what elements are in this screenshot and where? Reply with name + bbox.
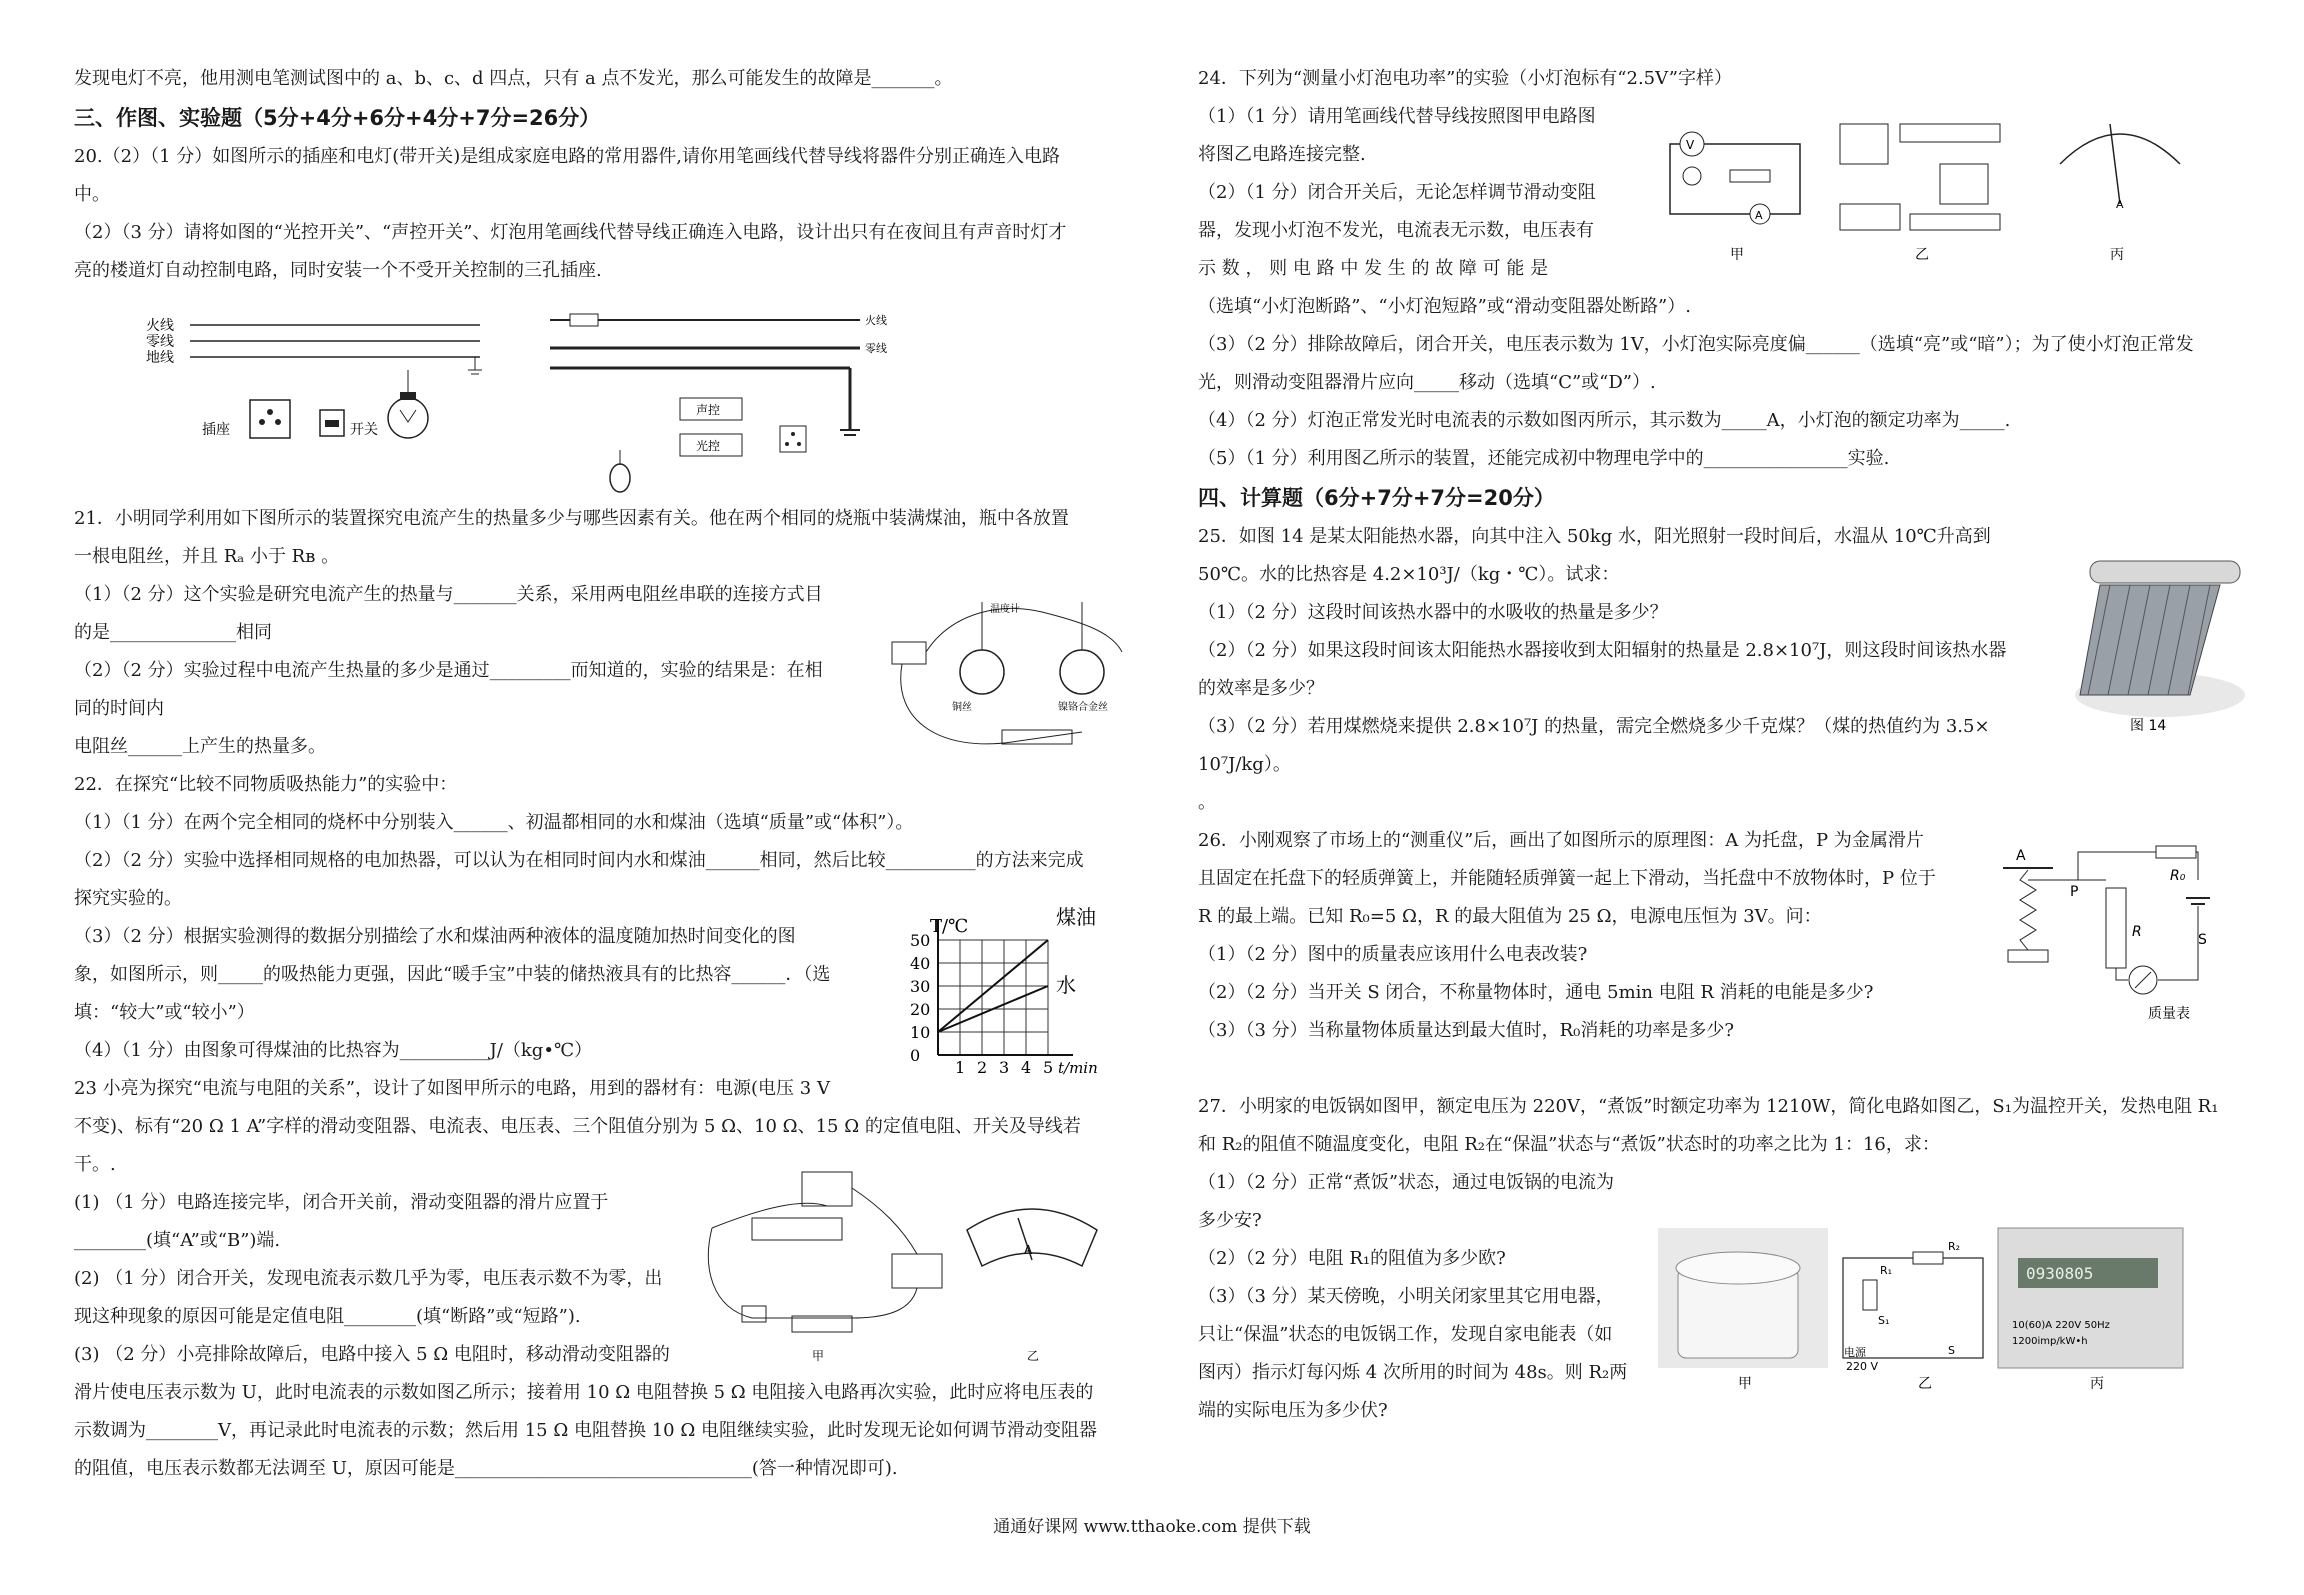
label-dixian: 地线 <box>146 350 174 366</box>
q26-part3: （3）（3 分）当称量物体质量达到最大值时，R₀消耗的功率是多少? <box>1198 1020 1735 1041</box>
q24-intro: 24．下列为“测量小灯泡电功率”的实验（小灯泡标有“2.5V”字样） <box>1198 68 1732 89</box>
q27-intro-cont: 和 R₂的阻值不随温度变化，电阻 R₂在“保温”状态与“煮饭”状态时的功率之比为 1：16，求： <box>1198 1134 1940 1155</box>
q24-part3-cont: 光，则滑动变阻器滑片应向_____移动（选填“C”或“D”）. <box>1198 372 1656 393</box>
q24-svg <box>1640 104 2240 304</box>
x-tick-label: 2 <box>977 1058 988 1077</box>
x-tick-label: 5 <box>1043 1058 1054 1077</box>
label-guangkong: 光控 <box>696 439 721 453</box>
q23-part2-cont: 现这种现象的原因可能是定值电阻________(填“断路”或“短路”). <box>74 1306 581 1327</box>
label-jia: 甲 <box>1738 1376 1752 1392</box>
water-tank-icon <box>2090 561 2240 583</box>
label-mass-meter: 质量表 <box>2148 1006 2190 1022</box>
q25-intro: 25．如图 14 是某太阳能热水器，向其中注入 50kg 水，阳光照射一段时间后，水温从 10℃升高到 <box>1198 526 1991 547</box>
label-copper: 铜丝 <box>952 702 972 713</box>
section-4-heading: 四、计算题（6分+7分+7分=20分） <box>1198 486 1555 510</box>
energy-meter-icon <box>1998 1228 2183 1368</box>
q27-part3-cont: 只让“保温”状态的电饭锅工作，发现自家电能表（如 <box>1198 1324 1613 1345</box>
resistor-r0-icon <box>2156 846 2196 858</box>
q27-part3-cont2: 图丙）指示灯每闪烁 4 次所用的时间为 48s。则 R₂两 <box>1198 1362 1628 1383</box>
label-huoxian: 火线 <box>146 318 174 334</box>
y-tick-label: 40 <box>910 954 931 973</box>
q25-part2-cont: 的效率是多少？ <box>1198 678 1324 699</box>
label-s: S <box>2198 932 2207 948</box>
fuse-icon <box>570 314 598 326</box>
q22-part2: （2）（2 分）实验中选择相同规格的电加热器，可以认为在相同时间内水和煤油______相同，然后比较__________的方法来完成 <box>74 850 1084 871</box>
q23-intro: 23 小亮为探究“电流与电阻的关系”，设计了如图甲所示的电路，用到的器材有：电源(电压 3 V <box>74 1078 830 1099</box>
q24-part2: （2）（1 分）闭合开关后，无论怎样调节滑动变阻 <box>1198 182 1596 203</box>
q21-part2: （2）（2 分）实验过程中电流产生热量的多少是通过_________而知道的，实验的结果是：在相 <box>74 660 823 681</box>
q25-part2: （2）（2 分）如果这段时间该太阳能热水器接收到太阳辐射的热量是 2.8×10⁷J，则这段时间该热水器 <box>1198 640 2007 661</box>
label-nichrome: 镍铬合金丝 <box>1058 702 1108 713</box>
label-a: A <box>2016 848 2026 864</box>
dial-unit: A <box>1024 1243 1033 1257</box>
q20-circuit-svg <box>140 300 887 500</box>
q21-part2-end: 电阻丝______上产生的热量多。 <box>74 736 326 757</box>
svg-text:A: A <box>2116 198 2124 211</box>
q19-tail: 发现电灯不亮，他用测电笔测试图中的 a、b、c、d 四点，只有 a 点不发光，那么可能发生的故障是_______。 <box>74 68 953 89</box>
q21-intro: 21．小明同学利用如下图所示的装置探究电流产生的热量多少与哪些因素有关。他在两个相同的烧瓶中装满煤油，瓶中各放置 <box>74 508 1069 529</box>
svg-text:V: V <box>1686 138 1695 152</box>
label-yi: 乙 <box>1915 247 1929 263</box>
label-lingxian2: 零线 <box>865 342 887 355</box>
q23-part1-cont: ________(填“A”或“B”)端. <box>74 1230 281 1251</box>
q23-figure <box>702 1168 1132 1372</box>
switch-icon <box>742 1306 766 1322</box>
q22-intro: 22．在探究“比较不同物质吸热能力”的实验中： <box>74 774 458 795</box>
q25-part1: （1）（2 分）这段时间该热水器中的水吸收的热量是多少？ <box>1198 602 1668 623</box>
label-kaiguan: 开关 <box>350 422 378 438</box>
q27-figure <box>1658 1228 2188 1402</box>
q22-part4: （4）（1 分）由图象可得煤油的比热容为__________J/（kg•℃） <box>74 1040 593 1061</box>
meter-imp: 1200imp/kW•h <box>2012 1336 2088 1347</box>
r2-icon <box>1913 1252 1943 1264</box>
x-tick-label: 1 <box>955 1058 966 1077</box>
battery-icon <box>892 642 926 664</box>
q23-part3-cont: 滑片使电压表示数为 U，此时电流表的示数如图乙所示；接着用 10 Ω 电阻替换 5 Ω 电阻接入电路再次实验，此时应将电压表的 <box>74 1382 1094 1403</box>
label-lingxian: 零线 <box>146 334 174 350</box>
q22-part3: （3）（2 分）根据实验测得的数据分别描绘了水和煤油两种液体的温度随加热时间变化的图 <box>74 926 796 947</box>
q27-part3-end: 端的实际电压为多少伏? <box>1198 1400 1388 1421</box>
q22-part3-end: 填：“较大”或“较小”） <box>74 1002 255 1023</box>
q22-part2-cont: 探究实验的。 <box>74 888 182 909</box>
q21-part1: （1）（2 分）这个实验是研究电流产生的热量与_______关系，采用两电阻丝串联的连接方式目 <box>74 584 823 605</box>
q24-part2-cont2: 示 数 ， 则 电 路 中 发 生 的 故 障 可 能 是 <box>1198 258 1549 279</box>
q23-part3-cont2: 示数调为________V，再记录此时电流表的示数；然后用 15 Ω 电阻替换 10 Ω 电阻继续实验，此时发现无论如何调节滑动变阻器 <box>74 1420 1097 1441</box>
flask-b-icon <box>1060 650 1104 694</box>
q20-circuit-figure <box>140 300 887 504</box>
flask-a-icon <box>960 650 1004 694</box>
label-jia: 甲 <box>1730 247 1744 263</box>
q26-figure <box>1998 840 2238 1034</box>
q23-part2: (2) （1 分）闭合开关，发现电流表示数几乎为零，电压表示数不为零，出 <box>74 1268 663 1289</box>
label-huoxian2: 火线 <box>865 314 887 327</box>
q26-part2: （2）（2 分）当开关 S 闭合，不称量物体时，通电 5min 电阻 R 消耗的电能是多少? <box>1198 982 1874 1003</box>
q21-apparatus-svg <box>882 582 1132 762</box>
q24-figure <box>1640 104 2240 308</box>
q25-part3: （3）（2 分）若用煤燃烧来提供 2.8×10⁷J 的热量，需完全燃烧多少千克煤？（煤的热值约为 3.5× <box>1198 716 1990 737</box>
label-src: 电源 <box>1844 1346 1866 1359</box>
label-shengkong: 声控 <box>696 403 721 417</box>
label-chazuo: 插座 <box>202 422 230 438</box>
q22-part1: （1）（1 分）在两个完全相同的烧杯中分别装入______、初温都相同的水和煤油（选填“质量”或“体积”）。 <box>74 812 914 833</box>
x-axis-label: t/min <box>1058 1059 1098 1077</box>
q27-part1-cont: 多少安? <box>1198 1210 1262 1231</box>
q22-part3-cont: 象，如图所示，则_____的吸热能力更强，因此“暖手宝”中装的储热液具有的比热容______．（选 <box>74 964 831 985</box>
y-tick-label: 0 <box>910 1046 921 1065</box>
rheostat-symbol <box>1730 170 1770 182</box>
q22-chart <box>888 905 1128 1089</box>
y-tick-label: 50 <box>910 931 931 950</box>
voltmeter-icon <box>802 1172 852 1206</box>
label-yi: 乙 <box>1918 1376 1932 1392</box>
y-tick-label: 30 <box>910 977 931 996</box>
q23-intro-cont: 不变)、标有“20 Ω 1 A”字样的滑动变阻器、电流表、电压表、三个阻值分别为 5 Ω、10 Ω、15 Ω 的定值电阻、开关及导线若 <box>74 1116 1081 1137</box>
q25-figure <box>2070 545 2250 749</box>
q26-intro-cont: 且固定在托盘下的轻质弹簧上，并能随轻质弹簧一起上下滑动，当托盘中不放物体时，P 位于 <box>1198 868 1936 889</box>
q27-part2: （2）（2 分）电阻 R₁的阻值为多少欧? <box>1198 1248 1506 1269</box>
q27-intro: 27．小明家的电饭锅如图甲，额定电压为 220V，“煮饭”时额定功率为 1210W，简化电路如图乙，S₁为温控开关，发热电阻 R₁ <box>1198 1096 2219 1117</box>
series-label: 煤油 <box>1056 905 1096 929</box>
label-jia: 甲 <box>812 1349 825 1363</box>
y-tick-label: 20 <box>910 1000 931 1019</box>
label-r1: R₁ <box>1880 1264 1893 1277</box>
rheostat-icon <box>752 1218 842 1240</box>
page-footer: 通通好课网 www.tthaoke.com 提供下载 <box>993 1517 1311 1537</box>
q21-part1-cont: 的是______________相同 <box>74 622 272 643</box>
q23-intro-end: 干。. <box>74 1154 116 1175</box>
y-tick-label: 10 <box>910 1023 931 1042</box>
q20-part1-cont: 中。 <box>74 184 110 205</box>
q24-part2-cont: 器，发现小灯泡不发光，电流表无示数，电压表有 <box>1198 220 1594 241</box>
ammeter-dial-icon <box>2060 134 2180 164</box>
q24-part4: （4）（2 分）灯泡正常发光时电流表的示数如图丙所示，其示数为_____A，小灯泡的额定功率为_____. <box>1198 410 2011 431</box>
q20-part2-cont: 亮的楼道灯自动控制电路，同时安装一个不受开关控制的三孔插座. <box>74 260 602 281</box>
resistor-r-icon <box>2106 888 2126 968</box>
q20-part1: 20.（2）（1 分）如图所示的插座和电灯(带开关)是组成家庭电路的常用器件,请你用笔画线代替导线将器件分别正确连入电路 <box>74 146 1061 167</box>
bulb-icon <box>388 398 428 438</box>
q24-part2-end: （选填“小灯泡断路”、“小灯泡短路”或“滑动变阻器处断路”）. <box>1198 296 1691 317</box>
spring-icon <box>2020 870 2036 950</box>
q27-part1: （1）（2 分）正常“煮饭”状态，通过电饭锅的电流为 <box>1198 1172 1615 1193</box>
label-s1: S₁ <box>1878 1314 1890 1327</box>
q24-part3: （3）（2 分）排除故障后，闭合开关，电压表示数为 1V，小灯泡实际亮度偏______（选填“亮”或“暗”）；为了使小灯泡正常发 <box>1198 334 2194 355</box>
label-bing: 丙 <box>2110 247 2124 263</box>
figure-14-caption: 图 14 <box>2130 718 2167 734</box>
label-s: S <box>1948 1344 1955 1357</box>
q25-svg <box>2070 545 2250 745</box>
q26-part1: （1）（2 分）图中的质量表应该用什么电表改装? <box>1198 944 1588 965</box>
q21-intro-cont: 一根电阻丝，并且 Rₐ 小于 Rʙ 。 <box>74 546 340 567</box>
r1-icon <box>1863 1280 1877 1310</box>
q26-svg <box>1998 840 2238 1030</box>
socket-icon <box>250 400 290 438</box>
label-yi: 乙 <box>1027 1349 1040 1363</box>
label-thermometer: 温度计 <box>990 604 1020 615</box>
q22-chart-svg <box>888 905 1128 1085</box>
q24-part5: （5）（1 分）利用图乙所示的装置，还能完成初中物理电学中的________________实验. <box>1198 448 1890 469</box>
label-r2: R₂ <box>1948 1240 1961 1253</box>
label-220v: 220 V <box>1846 1360 1879 1373</box>
lamp-symbol <box>1683 167 1701 185</box>
q27-part3: （3）（3 分）某天傍晚，小明关闭家里其它用电器， <box>1198 1286 1614 1307</box>
section-3-heading: 三、作图、实验题（5分+4分+6分+4分+7分=26分） <box>74 106 601 130</box>
q24-part1: （1）（1 分）请用笔画线代替导线按照图甲电路图 <box>1198 106 1596 127</box>
q25-part3-cont: 10⁷J/kg）。 <box>1198 754 1291 775</box>
q23-part1: (1) （1 分）电路连接完毕，闭合开关前，滑动变阻器的滑片应置于 <box>74 1192 609 1213</box>
q23-part3: (3) （2 分）小亮排除故障后，电路中接入 5 Ω 电阻时，移动滑动变阻器的 <box>74 1344 670 1365</box>
ammeter-dial-icon <box>967 1209 1097 1266</box>
lamp-icon <box>610 464 630 492</box>
y-axis-label: T/℃ <box>930 916 969 937</box>
q25-intro-cont: 50℃。水的比热容是 4.2×10³J/（kg・℃）。试求： <box>1198 564 1620 585</box>
q25-stray-mark: 。 <box>1198 792 1216 813</box>
q26-intro-end: R 的最上端。已知 R₀=5 Ω，R 的最大阻值为 25 Ω，电源电压恒为 3V。问： <box>1198 906 1822 927</box>
x-tick-label: 4 <box>1021 1058 1032 1077</box>
q24-part1-cont: 将图乙电路连接完整. <box>1198 144 1366 165</box>
q23-svg <box>702 1168 1132 1368</box>
meter-1-icon <box>1840 124 1888 164</box>
three-hole-socket-icon <box>780 426 806 452</box>
rheostat-icon <box>1900 124 2000 142</box>
series-label: 水 <box>1056 973 1076 997</box>
label-r0: R₀ <box>2170 868 2186 884</box>
q20-part2: （2）（3 分）请将如图的“光控开关”、“声控开关”、灯泡用笔画线代替导线正确连入电路，设计出只有在夜间且有声音时灯才 <box>74 222 1067 243</box>
meter-spec: 10(60)A 220V 50Hz <box>2012 1320 2110 1331</box>
svg-text:A: A <box>1755 209 1763 222</box>
q26-intro: 26．小刚观察了市场上的“测重仪”后，画出了如图所示的原理图：A 为托盘，P 为金属滑片 <box>1198 830 1924 851</box>
q26-spacer <box>1198 1050 2248 1088</box>
q21-part2-cont: 同的时间内 <box>74 698 164 719</box>
q21-apparatus-figure <box>882 582 1132 766</box>
battery-box-icon <box>1840 204 1900 230</box>
x-tick-label: 3 <box>999 1058 1010 1077</box>
label-bing: 丙 <box>2090 1376 2104 1392</box>
q27-svg <box>1658 1228 2188 1398</box>
label-r: R <box>2132 924 2142 940</box>
ammeter-icon <box>892 1254 942 1288</box>
label-p: P <box>2070 884 2079 900</box>
meter-digits: 0930805 <box>2026 1264 2094 1283</box>
meter-2-icon <box>1940 164 1988 204</box>
q23-part3-end: 的阻值，电压表示数都无法调至 U，原因可能是_________________________________(答一种情况即可). <box>74 1458 898 1479</box>
